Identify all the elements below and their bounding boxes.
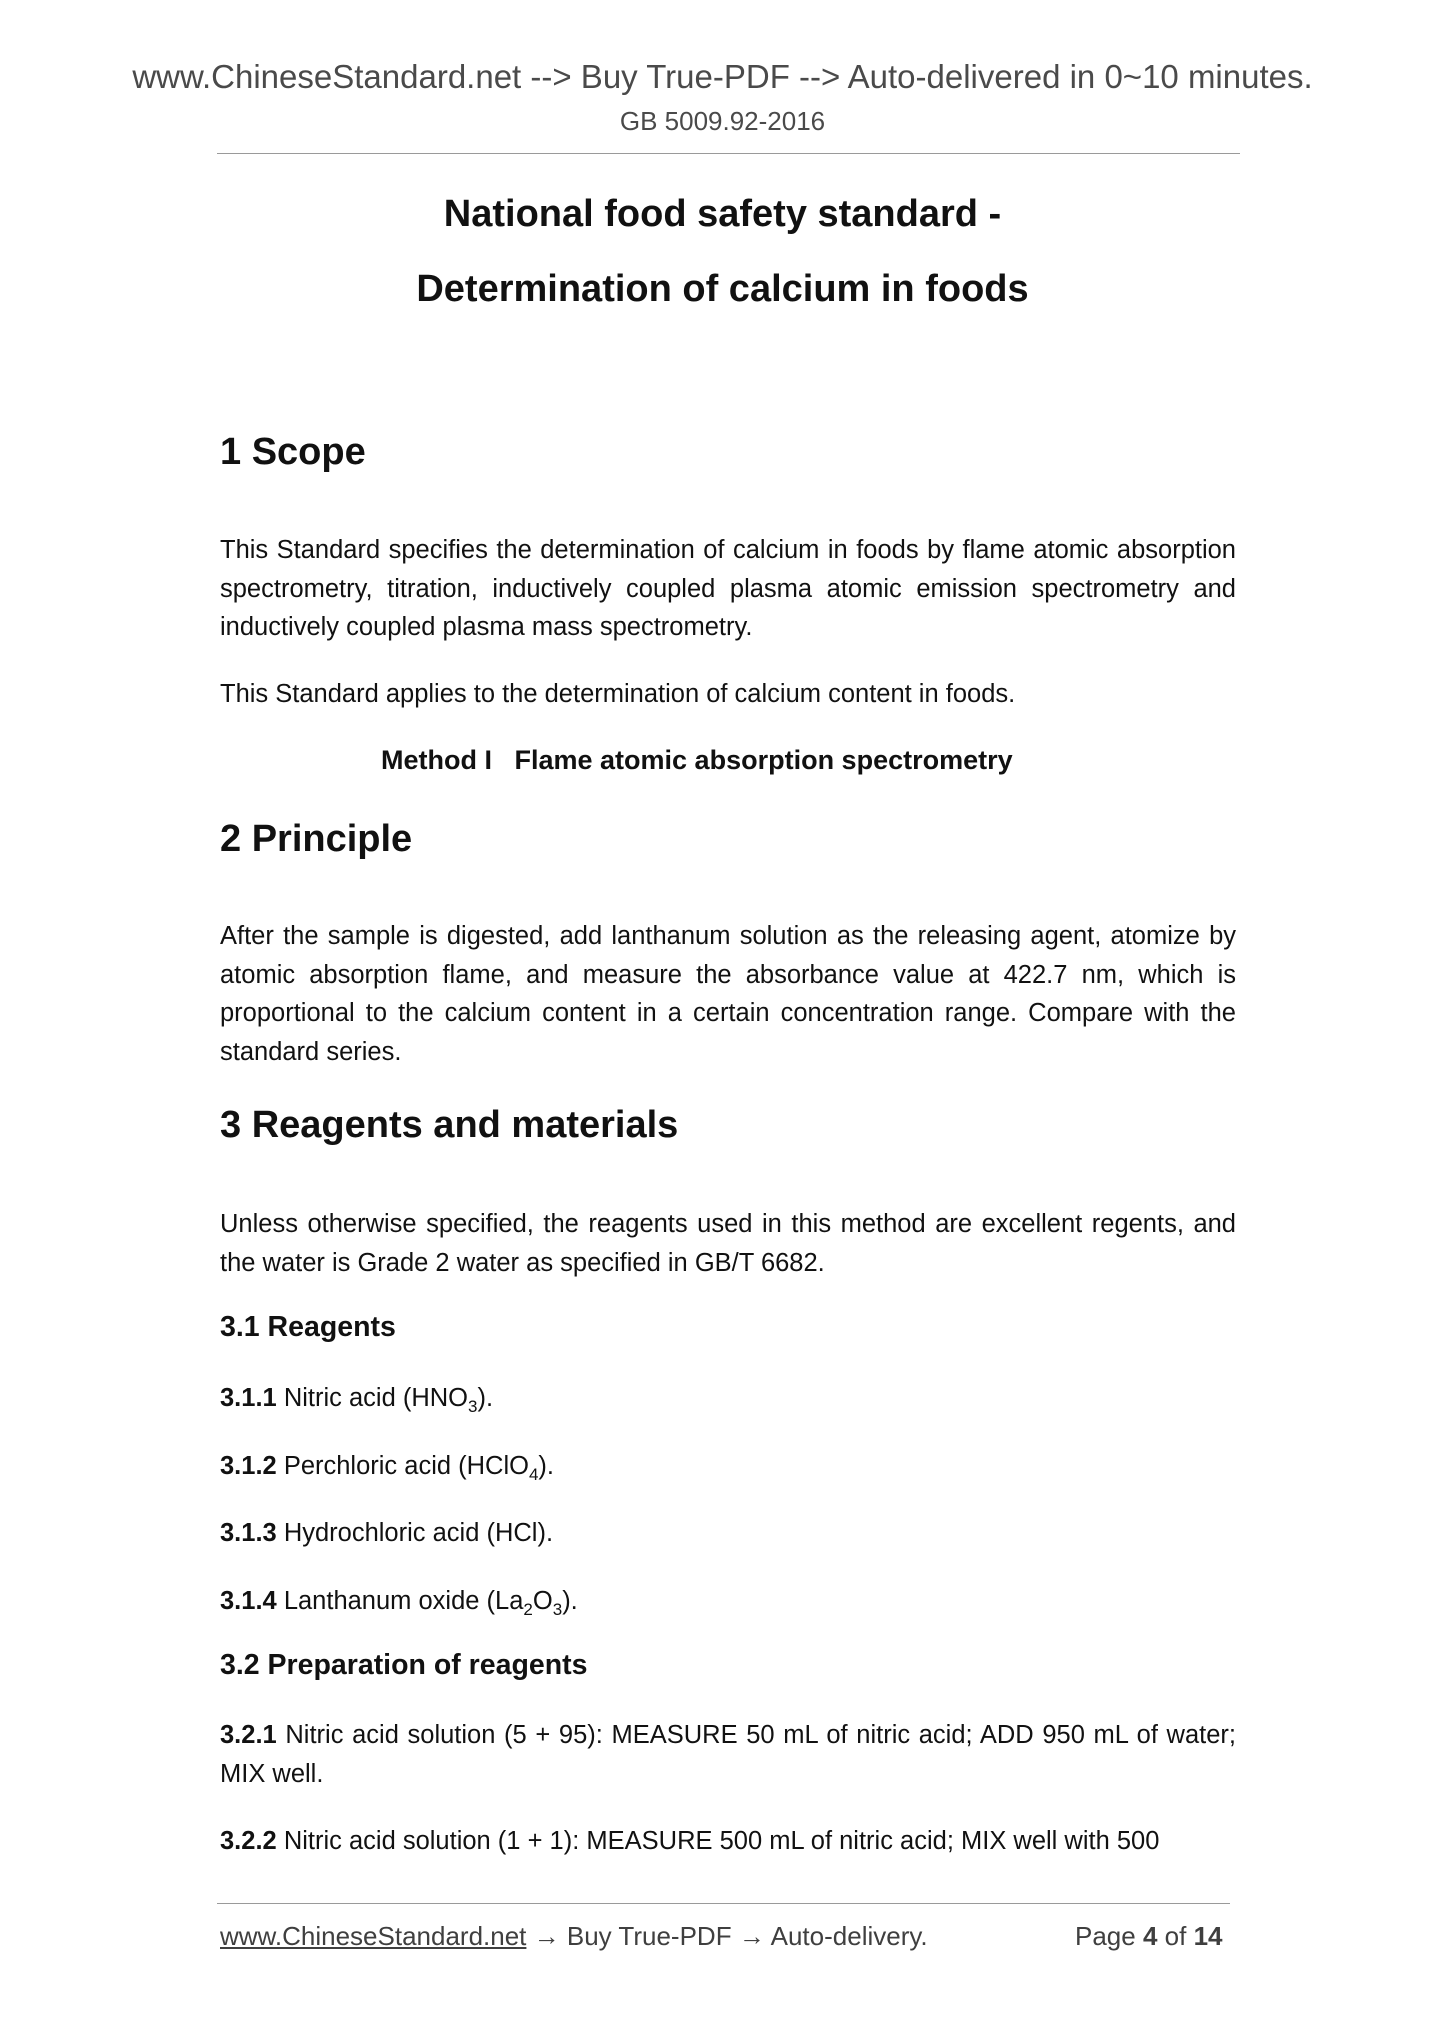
document-title-line1: National food safety standard - [443,193,1002,235]
preparation-item: 3.2.2 Nitric acid solution (1 + 1): MEASURE 500 mL of nitric acid; MIX well with 500 [220,1827,1160,1855]
method-title [381,745,1013,776]
page-indicator: Page 4 of 14 [1075,1921,1223,1951]
current-page: 4 [1142,1921,1158,1951]
arrow-right-icon: → [738,1921,765,1951]
document-title-line2: Determination of calcium in foods [416,268,1029,310]
reagent-item: 3.1.1 Nitric acid $(HNO_3)$. [220,1384,494,1417]
item-number: 3.1.3 [220,1519,277,1547]
scope-paragraph-1: This Standard specifies the determination of calcium in foods by flame atomic absorption spectrometry, titration, inductively coupled plasma atomic emission spectrometry and inductively coupled plasma mass spectrometry. [220,536,1236,641]
arrow-right-icon: → [533,1921,560,1951]
method-label: Method I [381,745,492,775]
section-heading-principle: 2 Principle [220,818,413,860]
item-number: 3.1.2 [220,1452,277,1480]
item-number: 3.2.1 [220,1721,277,1749]
reagent-item: 3.1.2 Perchloric acid (HClO$_4$). [220,1452,554,1485]
standard-code: GB 5009.92-2016 [619,106,826,136]
subsection-heading-preparation: 3.2 Preparation of reagents [220,1649,588,1681]
principle-paragraph: After the sample is digested, add lanthanum solution as the releasing agent, atomize by atomic absorption flame, and measure the absorbance value at 422.7 nm, which is proportional to the calcium content in a certain concentration range. Compare with the standard series. [220,922,1236,1066]
total-pages: 14 [1193,1921,1223,1951]
item-number: 3.1.4 [220,1587,277,1615]
footer-buy-text: Buy True-PDF [566,1921,732,1951]
section-heading-scope: 1 Scope [220,431,366,473]
footer-delivery-text: Auto-delivery. [770,1921,928,1951]
section-heading-reagents: 3 Reagents and materials [220,1104,679,1146]
item-number: 3.2.2 [220,1827,277,1855]
footer-links [220,1921,928,1952]
reagents-paragraph: Unless otherwise specified, the reagents used in this method are excellent regents, and the water is Grade 2 water as specified in GB/T 6682. [220,1210,1236,1277]
reagent-item: 3.1.3 Hydrochloric acid (HCl). [220,1519,554,1547]
reagent-item: 3.1.4 Lanthanum oxide $(La_2O_3)$. [220,1587,578,1620]
method-name: Flame atomic absorption spectrometry [514,745,1013,775]
footer-divider [217,1903,1230,1904]
item-number: 3.1.1 [220,1384,277,1412]
preparation-item: 3.2.1 Nitric acid solution (5 + 95): MEASURE 50 mL of nitric acid; ADD 950 mL of water; MIX well. [220,1721,1236,1788]
header-divider [217,153,1240,154]
header-banner: www.ChineseStandard.net --> Buy True-PDF --> Auto-delivered in 0~10 minutes. [132,58,1313,95]
subsection-heading-reagents: 3.1 Reagents [220,1311,396,1343]
scope-paragraph-2: This Standard applies to the determination of calcium content in foods. [220,680,1016,708]
footer-site-link[interactable]: www.ChineseStandard.net [220,1921,527,1951]
